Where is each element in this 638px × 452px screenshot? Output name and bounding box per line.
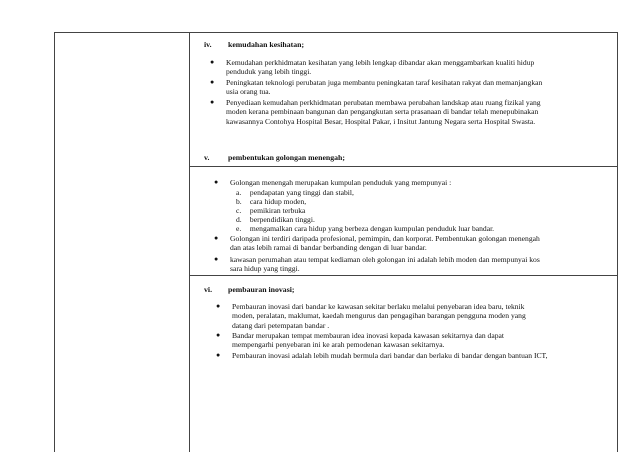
sub-item: a. pendapatan yang tinggi dan stabil,: [236, 188, 354, 197]
line: sara hidup yang tinggi.: [230, 264, 300, 274]
line: mempengarhi penyebaran ini ke arah pemodenan kawasan sekitarnya.: [232, 340, 445, 350]
sub-item: c. pemikiran terbuka: [236, 206, 306, 215]
sub-item: b. cara hidup moden,: [236, 197, 307, 206]
bullet-icon: ●: [214, 234, 219, 242]
line: Kemudahan perkhidmatan kesihatan yang lebih lengkap dibandar akan menggambarkan kualiti hidup: [226, 58, 535, 67]
line: usia orang tua.: [226, 87, 271, 97]
line: moden kerana pembinaan bangunan dan pengangkutan serta prasanaan di bandar telah menepubinakan: [226, 107, 539, 117]
column-divider: [189, 32, 190, 452]
line: Pembauran inovasi dari bandar ke kawasan sekitar berlaku melalui penyebaran idea baru, teknik: [232, 302, 525, 311]
line: Penyediaan kemudahan perkhidmatan perubatan membawa perubahan landskap atau ruang fizikal yang: [226, 98, 541, 107]
line: kawasan perumahan atau tempat kediaman oleh golongan ini adalah lebih moden dan mempunyai kos: [230, 255, 540, 264]
line: Peningkatan teknologi perubatan juga membantu peningkatan taraf kesihatan rakyat dan memanjangkan: [226, 78, 543, 87]
bullet-icon: ●: [216, 331, 221, 339]
sub-item: e. mengamalkan cara hidup yang berbeza dengan kumpulan penduduk luar bandar.: [236, 224, 495, 233]
bullet-icon: ●: [214, 178, 219, 186]
line: Golongan ini terdiri daripada profesional, pemimpin, dan korporat. Pembentukan golongan menengah: [230, 234, 540, 243]
line: penduduk yang lebih tinggi.: [226, 67, 312, 77]
line: Golongan menengah merupakan kumpulan penduduk yang mempunyai :: [230, 178, 452, 187]
bullet-icon: ●: [214, 255, 219, 263]
line: Bandar merupakan tempat membauran idea inovasi kepada kawasan sekitarnya dan dapat: [232, 331, 504, 340]
line: datang dari petempatan bandar .: [232, 320, 330, 330]
line: moden, peralatan, maklumat, kaedah mengurus dan pengagihan barangan pengguna moden yang: [232, 311, 526, 321]
section-number: iv.: [204, 40, 212, 49]
section-number: v.: [204, 153, 210, 162]
section-title: pembentukan golongan menengah;: [228, 153, 345, 162]
line: dan atas lebih ramai di bandar berbanding dengan di luar bandar.: [230, 243, 427, 253]
section-title: pembauran inovasi;: [228, 285, 295, 294]
line: Pembauran inovasi adalah lebih mudah bermula dari bandar dan berlaku di bandar dengan bantuan ICT,: [232, 351, 548, 360]
bullet-icon: ●: [216, 302, 221, 310]
line: kawasannya Contohya Hospital Besar, Hospital Pakar, i Insitut Jantung Negara serta Hospital Swasta.: [226, 116, 536, 126]
row-divider: [190, 166, 618, 167]
row-divider: [190, 275, 618, 276]
bullet-icon: ●: [210, 98, 215, 106]
sub-item: d. berpendidikan tinggi.: [236, 215, 315, 224]
section-title: kemudahan kesihatan;: [228, 40, 305, 49]
bullet-icon: ●: [210, 58, 215, 66]
bullet-icon: ●: [216, 351, 221, 359]
section-number: vi.: [204, 285, 213, 294]
bullet-icon: ●: [210, 78, 215, 86]
